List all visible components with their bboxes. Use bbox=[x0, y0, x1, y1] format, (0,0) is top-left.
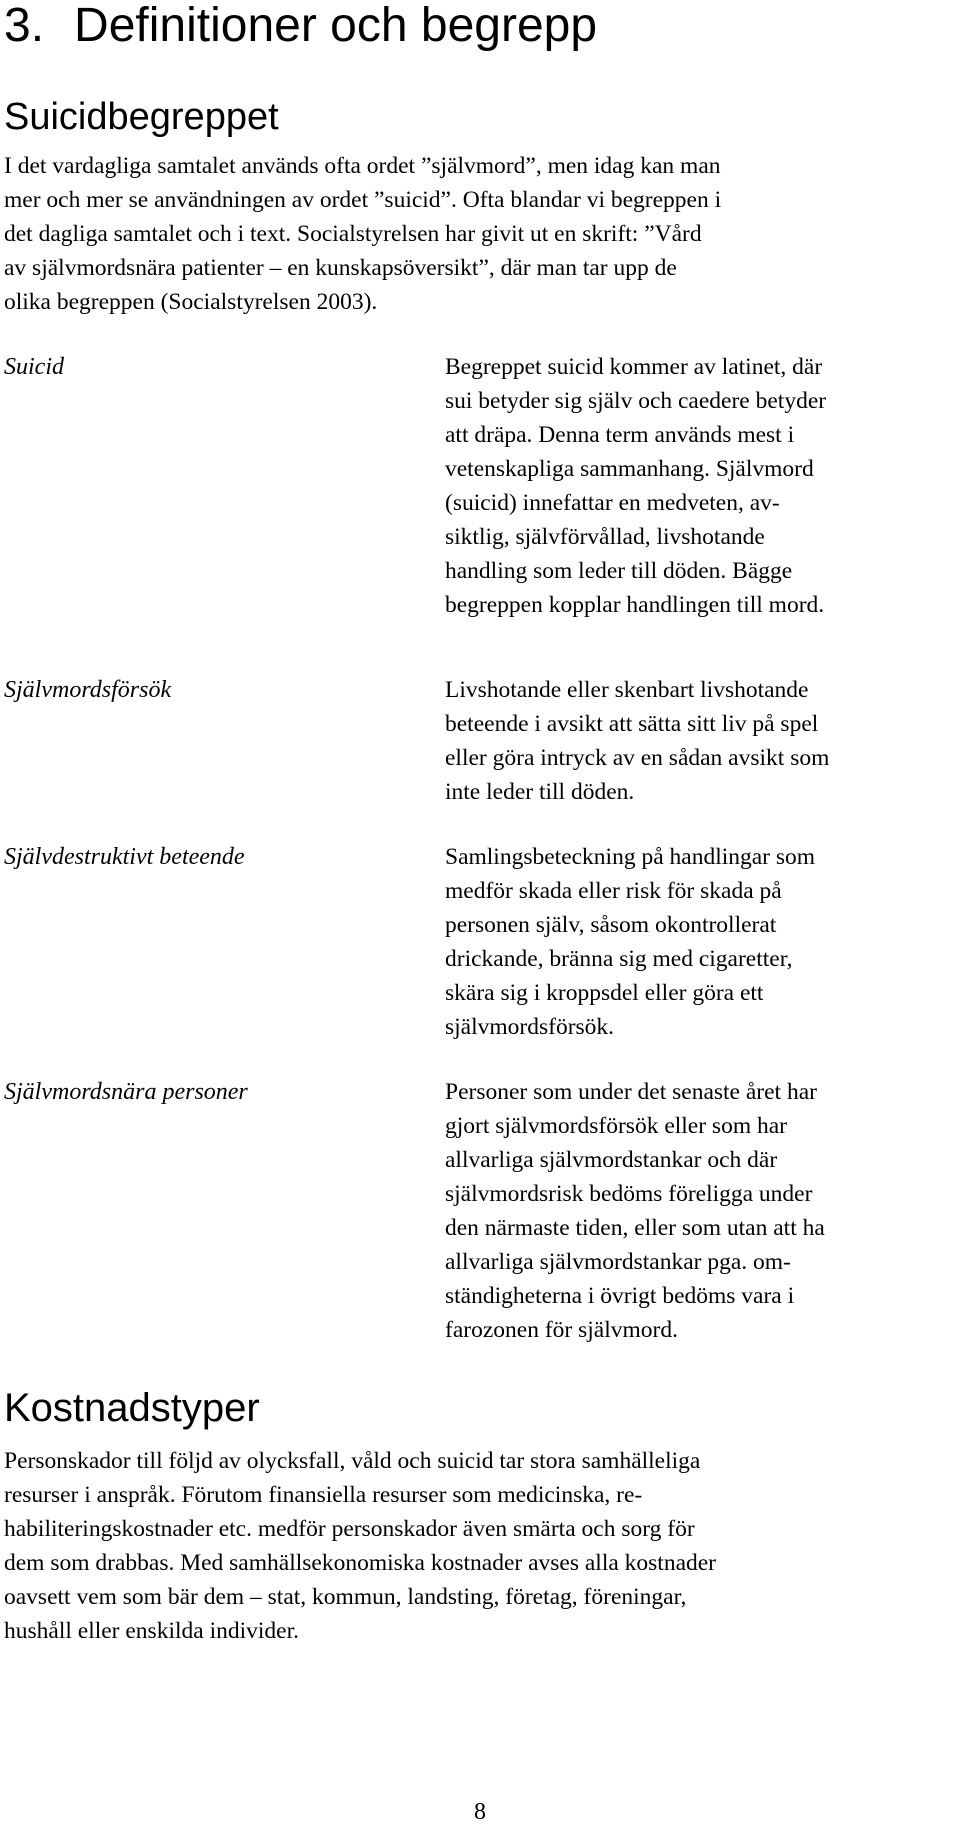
chapter-title bbox=[4, 0, 597, 52]
definition-term-sjalvmordsforsok: Självmordsförsök bbox=[4, 677, 172, 703]
page-number: 8 bbox=[474, 1799, 486, 1825]
definition-term-sjalvmordsnara-personer: Självmordsnära personer bbox=[4, 1079, 248, 1105]
definition-text-suicid: Begreppet suicid kommer av latinet, där sui betyder sig själv och caedere betyder att dräpa. Denna term används mest i vetenskapliga sammanhang. Självmord (suicid) innefattar en medveten, av- siktlig, självförvållad, livshotande handling som leder till döden. Bägge begreppen kopplar handlingen till mord. bbox=[445, 354, 827, 618]
cost-paragraph: Personskador till följd av olycksfall, våld och suicid tar stora samhälleliga resurser i anspråk. Förutom finansiella resurser som medicinska, re- habiliteringskostnader etc. medför personskador även smärta och sorg för dem som drabbas. Med samhällsekonomiska kostnader avses alla kostnader oavsett vem som bär dem – stat, kommun, landsting, företag, föreningar, hushåll eller enskilda individer. bbox=[4, 1448, 717, 1644]
intro-paragraph: I det vardagliga samtalet används ofta ordet ”självmord”, men idag kan man mer och mer se användningen av ordet ”suicid”. Ofta blandar vi begreppen i det dagliga samtalet och i text. Socialstyrelsen har givit ut en skrift: ”Vård av självmordsnära patienter – en kunskapsöversikt”, där man tar upp de olika begreppen (Socialstyrelsen 2003). bbox=[4, 153, 722, 315]
definition-text-sjalvdestruktivt-beteende: Samlingsbeteckning på handlingar som medför skada eller risk för skada på personen själv, såsom okontrollerat drickande, bränna sig med cigaretter, skära sig i kroppsdel eller göra ett självmordsförsök. bbox=[445, 844, 816, 1040]
definition-term-sjalvdestruktivt-beteende: Självdestruktivt beteende bbox=[4, 844, 245, 870]
section-heading-kostnadstyper: Kostnadstyper bbox=[4, 1386, 260, 1430]
chapter-title-text: Definitioner och begrepp bbox=[74, 0, 598, 52]
definition-text-sjalvmordsforsok: Livshotande eller skenbart livshotande beteende i avsikt att sätta sitt liv på spel eller göra intryck av en sådan avsikt som inte leder till döden. bbox=[445, 677, 830, 805]
definition-term-suicid: Suicid bbox=[4, 354, 64, 380]
section-heading-suicidbegreppet: Suicidbegreppet bbox=[4, 96, 279, 138]
definition-text-sjalvmordsnara-personer: Personer som under det senaste året har gjort självmordsförsök eller som har allvarliga självmordstankar och där självmordsrisk bedöms föreligga under den närmaste tiden, eller som utan att ha allvarliga självmordstankar pga. om- ständigheterna i övrigt bedöms vara i farozonen för självmord. bbox=[445, 1079, 825, 1343]
chapter-number: 3. bbox=[4, 0, 45, 52]
